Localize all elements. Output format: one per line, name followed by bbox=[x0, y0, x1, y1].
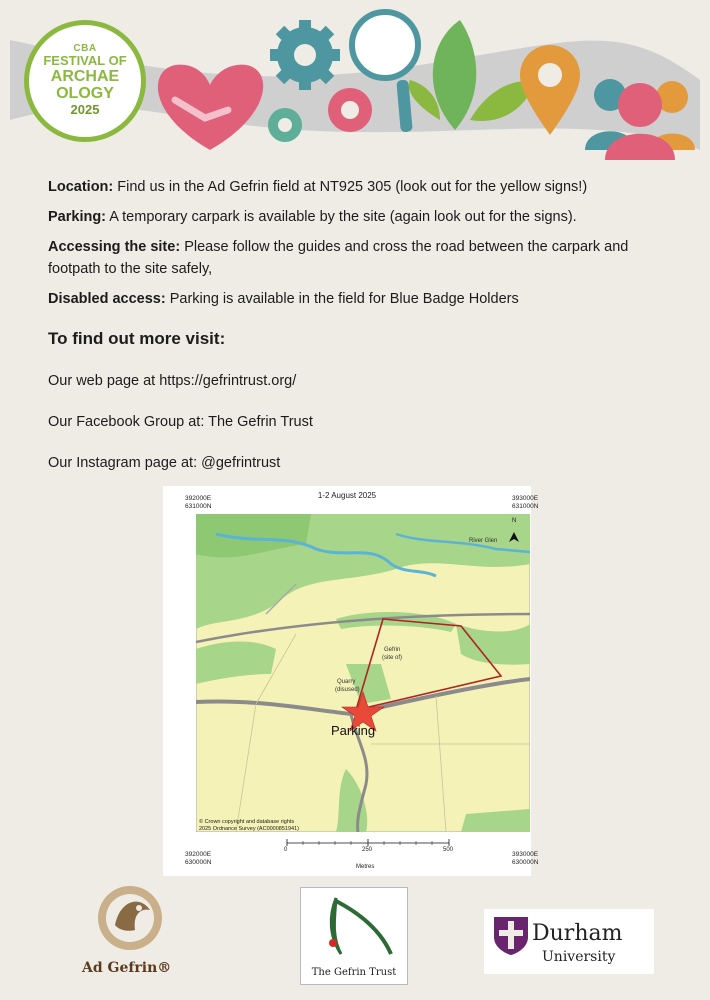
visitor-info bbox=[48, 176, 668, 318]
tl-northing: 631000N bbox=[185, 503, 212, 510]
tr-easting: 393000E bbox=[512, 495, 539, 502]
festival-line3: OLOGY bbox=[56, 85, 114, 102]
disabled-text: Parking is available in the field for Blue Badge Holders bbox=[165, 291, 519, 307]
tl-easting: 392000E bbox=[185, 495, 212, 502]
map-corner-br bbox=[512, 851, 538, 867]
festival-year: 2025 bbox=[70, 102, 100, 117]
access-text: Please follow the guides and cross the road between the carpark and footpath to the site safely, bbox=[48, 239, 629, 277]
quarry-sub-label: (disused) bbox=[335, 687, 360, 693]
river-label: River Glen bbox=[469, 538, 498, 544]
map-copyright bbox=[199, 819, 299, 833]
parking-label: Parking bbox=[331, 723, 376, 738]
access-label: Accessing the site: bbox=[48, 239, 181, 255]
access-paragraph bbox=[48, 236, 668, 280]
map-title: 1-2 August 2025 bbox=[317, 491, 377, 500]
map-corner-tr bbox=[512, 495, 538, 511]
location-label: Location: bbox=[48, 179, 114, 195]
site-sub-label: (site of) bbox=[382, 655, 403, 661]
map-corner-bl bbox=[185, 851, 211, 867]
durham-university: University bbox=[542, 949, 616, 965]
disabled-paragraph bbox=[48, 288, 668, 310]
festival-line1: FESTIVAL OF bbox=[43, 53, 127, 68]
facebook-link[interactable]: Our Facebook Group at: The Gefrin Trust bbox=[48, 414, 313, 430]
gefrin-trust-text: The Gefrin Trust bbox=[311, 967, 397, 978]
scale-0: 0 bbox=[284, 847, 288, 853]
ad-gefrin-logo: Ad Gefrin® bbox=[82, 960, 172, 976]
gefrin-trust-logo bbox=[300, 887, 408, 985]
site-label: Gefrin bbox=[384, 647, 401, 653]
parking-label: Parking: bbox=[48, 209, 107, 225]
scale-250: 250 bbox=[362, 847, 373, 853]
tr-northing: 631000N bbox=[512, 503, 539, 510]
br-northing: 630000N bbox=[512, 859, 539, 866]
quarry-label: Quarry bbox=[337, 679, 356, 685]
site-map bbox=[163, 486, 539, 876]
bl-easting: 392000E bbox=[185, 851, 212, 858]
copyright-line1: © Crown copyright and database rights bbox=[199, 819, 295, 825]
bl-northing: 630000N bbox=[185, 859, 212, 866]
festival-org: CBA bbox=[73, 43, 97, 54]
gefrin-trust-emblem-icon bbox=[311, 896, 397, 956]
ad-gefrin-emblem-icon bbox=[95, 880, 165, 955]
disabled-label: Disabled access: bbox=[48, 291, 166, 307]
parking-paragraph bbox=[48, 206, 668, 228]
north-label: N bbox=[512, 518, 517, 524]
map-corner-tl bbox=[185, 495, 211, 511]
instagram-link[interactable]: Our Instagram page at: @gefrintrust bbox=[48, 455, 281, 471]
br-easting: 393000E bbox=[512, 851, 539, 858]
festival-logo bbox=[24, 20, 146, 142]
web-link[interactable]: Our web page at https://gefrintrust.org/ bbox=[48, 373, 297, 389]
location-paragraph bbox=[48, 176, 668, 198]
festival-line2: ARCHAE bbox=[50, 68, 120, 85]
map-canvas bbox=[196, 514, 530, 832]
parking-text: A temporary carpark is available by the site (again look out for the signs). bbox=[106, 209, 577, 225]
durham-name: Durham bbox=[532, 921, 623, 946]
scale-500: 500 bbox=[443, 847, 454, 853]
scale-unit: Metres bbox=[356, 864, 375, 870]
location-text: Find us in the Ad Gefrin field at NT925 305 (look out for the yellow signs!) bbox=[113, 179, 588, 195]
durham-crest-icon bbox=[492, 915, 530, 955]
copyright-line2: 2025 Ordnance Survey (AC0000851941) bbox=[199, 826, 299, 832]
durham-logo bbox=[484, 909, 654, 974]
more-heading: To find out more visit: bbox=[48, 329, 226, 348]
